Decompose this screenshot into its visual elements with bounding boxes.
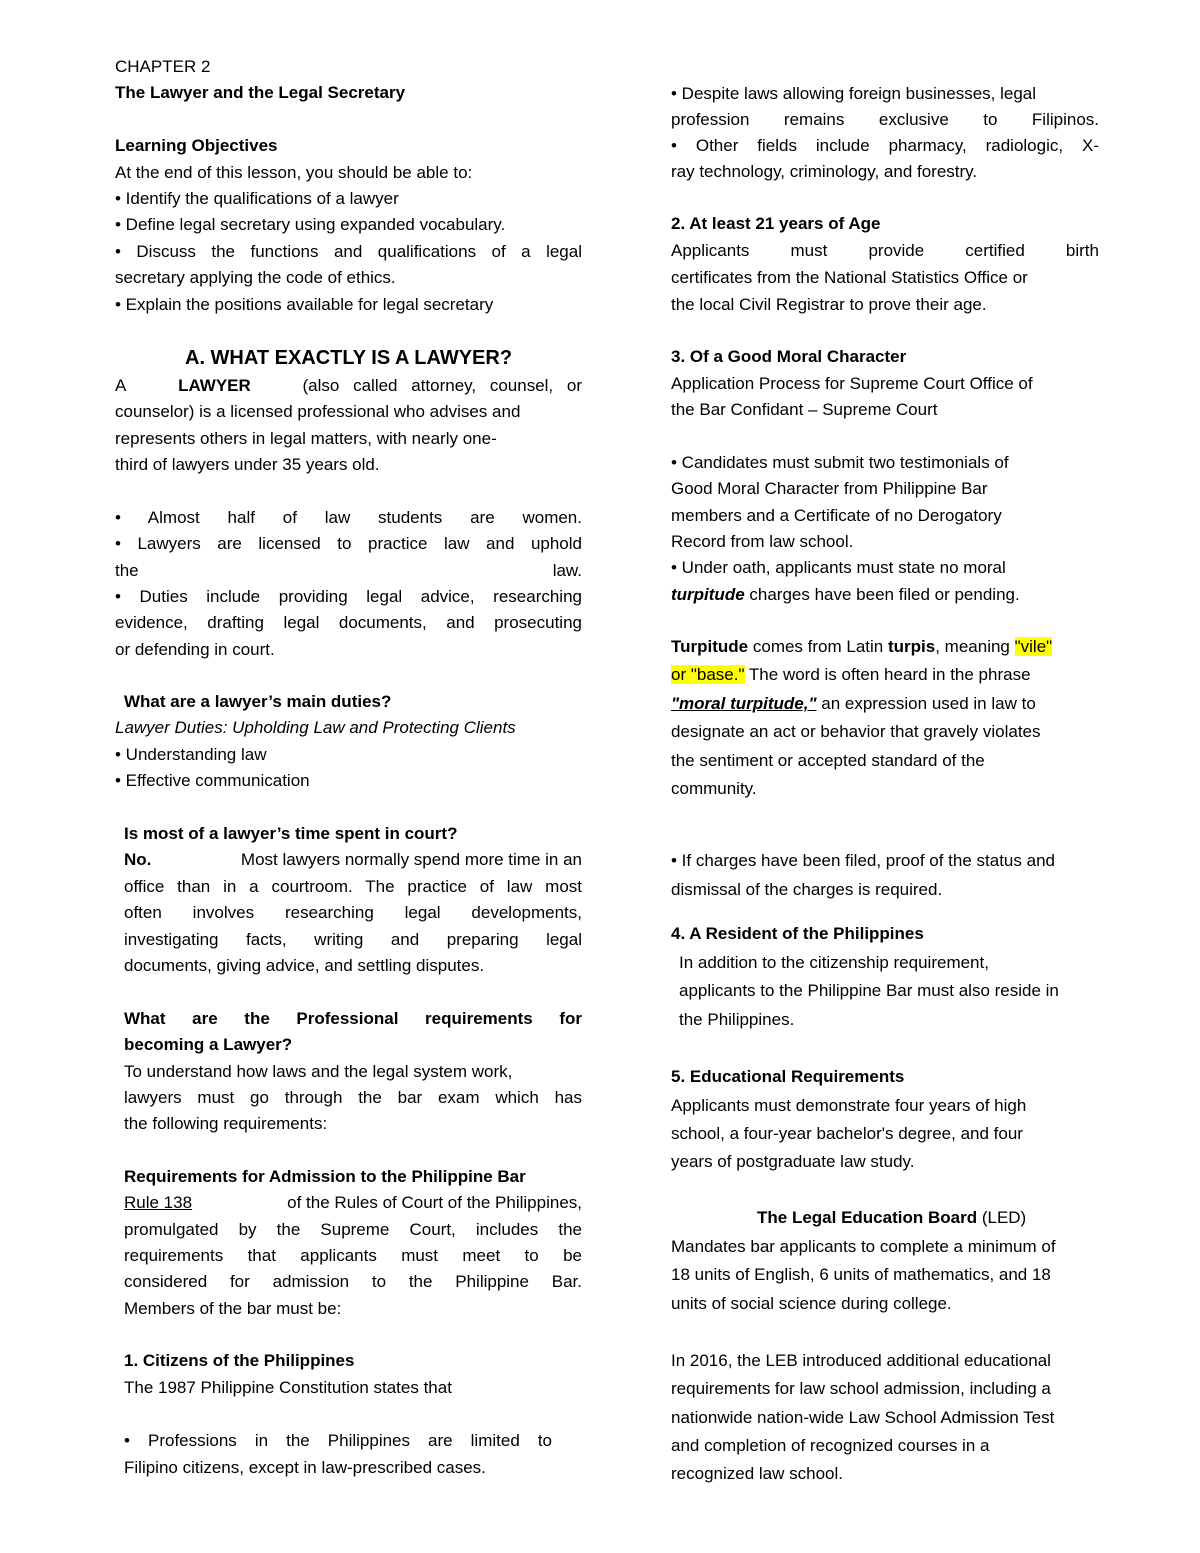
requirement-4-heading: 4. A Resident of the Philippines	[671, 924, 924, 943]
chapter-label: CHAPTER 2	[115, 57, 211, 76]
list-item-cont: evidence, drafting legal documents, and prosecuting	[115, 613, 582, 632]
lawyer-term: LAWYER	[178, 376, 251, 395]
list-item: • Despite laws allowing foreign businesses, legal	[671, 84, 1037, 103]
question-heading: What are a lawyer’s main duties?	[124, 692, 392, 711]
list-item: • Almost half of law students are women.	[115, 508, 582, 527]
paragraph-line: In addition to the citizenship requirement,	[679, 953, 989, 972]
paragraph-line: years of postgraduate law study.	[671, 1152, 915, 1171]
paragraph-line: The 1987 Philippine Constitution states that	[124, 1378, 452, 1397]
paragraph-line: units of social science during college.	[671, 1294, 952, 1313]
paragraph-line: documents, giving advice, and settling disputes.	[124, 956, 485, 975]
lawyer-definition-line	[115, 376, 582, 396]
paragraph-line: represents others in legal matters, with nearly one-	[115, 429, 497, 448]
highlighted-text: or "base."	[671, 665, 745, 684]
paragraph-line: Mandates bar applicants to complete a minimum of	[671, 1237, 1056, 1256]
list-item: • Professions in the Philippines are limited to	[124, 1431, 552, 1450]
paragraph-line	[671, 637, 1052, 657]
text: Most lawyers normally spend more time in an	[240, 850, 582, 869]
requirement-1-heading: 1. Citizens of the Philippines	[124, 1351, 355, 1370]
question-heading: Is most of a lawyer’s time spent in court?	[124, 824, 458, 843]
question-subheading: Lawyer Duties: Upholding Law and Protecting Clients	[115, 718, 516, 737]
paragraph-line: requirements that applicants must meet to be	[124, 1246, 582, 1265]
paragraph-line: Members of the bar must be:	[124, 1299, 342, 1318]
paragraph-line	[124, 1193, 582, 1213]
text: comes from Latin	[752, 637, 884, 656]
paragraph-line: the following requirements:	[124, 1114, 328, 1133]
list-item-cont: Record from law school.	[671, 532, 854, 551]
turpitude-term: turpitude	[671, 585, 745, 604]
list-item: • Under oath, applicants must state no moral	[671, 558, 1006, 577]
list-item: • Discuss the functions and qualifications of a legal	[115, 242, 582, 261]
list-item: • Define legal secretary using expanded vocabulary.	[115, 215, 506, 234]
list-item: • Duties include providing legal advice, researching	[115, 587, 582, 606]
list-item: • Identify the qualifications of a lawyer	[115, 189, 399, 208]
list-item-cont: Filipino citizens, except in law-prescribed cases.	[124, 1458, 486, 1477]
turpis-term: turpis	[887, 637, 936, 656]
text: charges have been filed or pending.	[749, 585, 1020, 604]
text: (also called attorney, counsel, or	[302, 376, 582, 395]
text: the	[115, 561, 139, 580]
paragraph-line: and completion of recognized courses in a	[671, 1436, 990, 1455]
list-item: • Understanding law	[115, 745, 267, 764]
text: A	[115, 376, 127, 395]
text: of the Rules of Court of the Philippines,	[287, 1193, 582, 1212]
paragraph-line: third of lawyers under 35 years old.	[115, 455, 380, 474]
list-item-cont: secretary applying the code of ethics.	[115, 268, 396, 287]
highlighted-text: "vile"	[1014, 637, 1053, 656]
paragraph-line: Application Process for Supreme Court Office of	[671, 374, 1033, 393]
paragraph-line: investigating facts, writing and preparing legal	[124, 930, 582, 949]
list-item-cont: Good Moral Character from Philippine Bar	[671, 479, 988, 498]
moral-turpitude-phrase: "moral turpitude,"	[671, 694, 817, 713]
paragraph-line: promulgated by the Supreme Court, includes the	[124, 1220, 582, 1239]
list-item-cont	[671, 585, 1020, 605]
turpitude-term: Turpitude	[671, 637, 749, 656]
paragraph-line: To understand how laws and the legal system work,	[124, 1062, 513, 1081]
paragraph-line: the sentiment or accepted standard of the	[671, 751, 985, 770]
requirements-heading: Requirements for Admission to the Philippine Bar	[124, 1167, 526, 1186]
learning-objectives-heading: Learning Objectives	[115, 136, 278, 155]
paragraph-line: certificates from the National Statistics Office or	[671, 268, 1028, 287]
list-item: • Candidates must submit two testimonials of	[671, 453, 1009, 472]
paragraph-line: the local Civil Registrar to prove their age.	[671, 295, 987, 314]
question-heading: What are the Professional requirements for	[124, 1009, 582, 1028]
lo-intro: At the end of this lesson, you should be able to:	[115, 163, 473, 182]
paragraph-line: 18 units of English, 6 units of mathematics, and 18	[671, 1265, 1051, 1284]
question-heading-cont: becoming a Lawyer?	[124, 1035, 293, 1054]
list-item-cont: dismissal of the charges is required.	[671, 880, 943, 899]
paragraph-line: the Philippines.	[679, 1010, 795, 1029]
paragraph-line: considered for admission to the Philippine Bar.	[124, 1272, 582, 1291]
list-item: • Explain the positions available for legal secretary	[115, 295, 494, 314]
list-item-cont: members and a Certificate of no Derogatory	[671, 506, 1002, 525]
rule-138-link: Rule 138	[124, 1193, 193, 1212]
text: an expression used in law to	[821, 694, 1036, 713]
list-item: • Lawyers are licensed to practice law and uphold	[115, 534, 582, 553]
list-item: • Effective communication	[115, 771, 310, 790]
paragraph-line: designate an act or behavior that gravely violates	[671, 722, 1041, 741]
text: , meaning	[935, 637, 1010, 656]
text: law.	[552, 561, 582, 580]
list-item-cont: profession remains exclusive to Filipinos.	[671, 110, 1099, 129]
requirement-5-heading: 5. Educational Requirements	[671, 1067, 905, 1086]
list-item-cont	[115, 561, 582, 581]
paragraph-line: lawyers must go through the bar exam which has	[124, 1088, 582, 1107]
paragraph-line	[671, 665, 1031, 685]
paragraph-line: In 2016, the LEB introduced additional educational	[671, 1351, 1051, 1370]
leb-abbr: (LED)	[981, 1208, 1027, 1227]
paragraph-line: applicants to the Philippine Bar must also reside in	[679, 981, 1059, 1000]
list-item: • If charges have been filed, proof of the status and	[671, 851, 1055, 870]
requirement-2-heading: 2. At least 21 years of Age	[671, 214, 881, 233]
paragraph-line: requirements for law school admission, including a	[671, 1379, 1051, 1398]
page-title: The Lawyer and the Legal Secretary	[115, 83, 406, 102]
paragraph-line: office than in a courtroom. The practice of law most	[124, 877, 582, 896]
list-item: • Other fields include pharmacy, radiologic, X-	[671, 136, 1099, 155]
paragraph-line: nationwide nation-wide Law School Admission Test	[671, 1408, 1055, 1427]
paragraph-line	[671, 694, 1036, 714]
leb-heading	[757, 1208, 1026, 1228]
list-item-cont: ray technology, criminology, and forestry.	[671, 162, 978, 181]
leb-title: The Legal Education Board	[757, 1208, 978, 1227]
paragraph-line: recognized law school.	[671, 1464, 843, 1483]
paragraph-line: Applicants must demonstrate four years of high	[671, 1096, 1027, 1115]
paragraph-line: Applicants must provide certified birth	[671, 241, 1099, 260]
paragraph-line: counselor) is a licensed professional who advises and	[115, 402, 521, 421]
answer-no: No.	[124, 850, 152, 869]
list-item-cont: or defending in court.	[115, 640, 275, 659]
paragraph-line: often involves researching legal developments,	[124, 903, 582, 922]
paragraph-line: the Bar Confidant – Supreme Court	[671, 400, 938, 419]
text: The word is often heard in the phrase	[748, 665, 1031, 684]
paragraph-line	[124, 850, 582, 870]
paragraph-line: community.	[671, 779, 757, 798]
requirement-3-heading: 3. Of a Good Moral Character	[671, 347, 907, 366]
paragraph-line: school, a four-year bachelor's degree, and four	[671, 1124, 1023, 1143]
section-a-heading: A. WHAT EXACTLY IS A LAWYER?	[185, 347, 513, 369]
